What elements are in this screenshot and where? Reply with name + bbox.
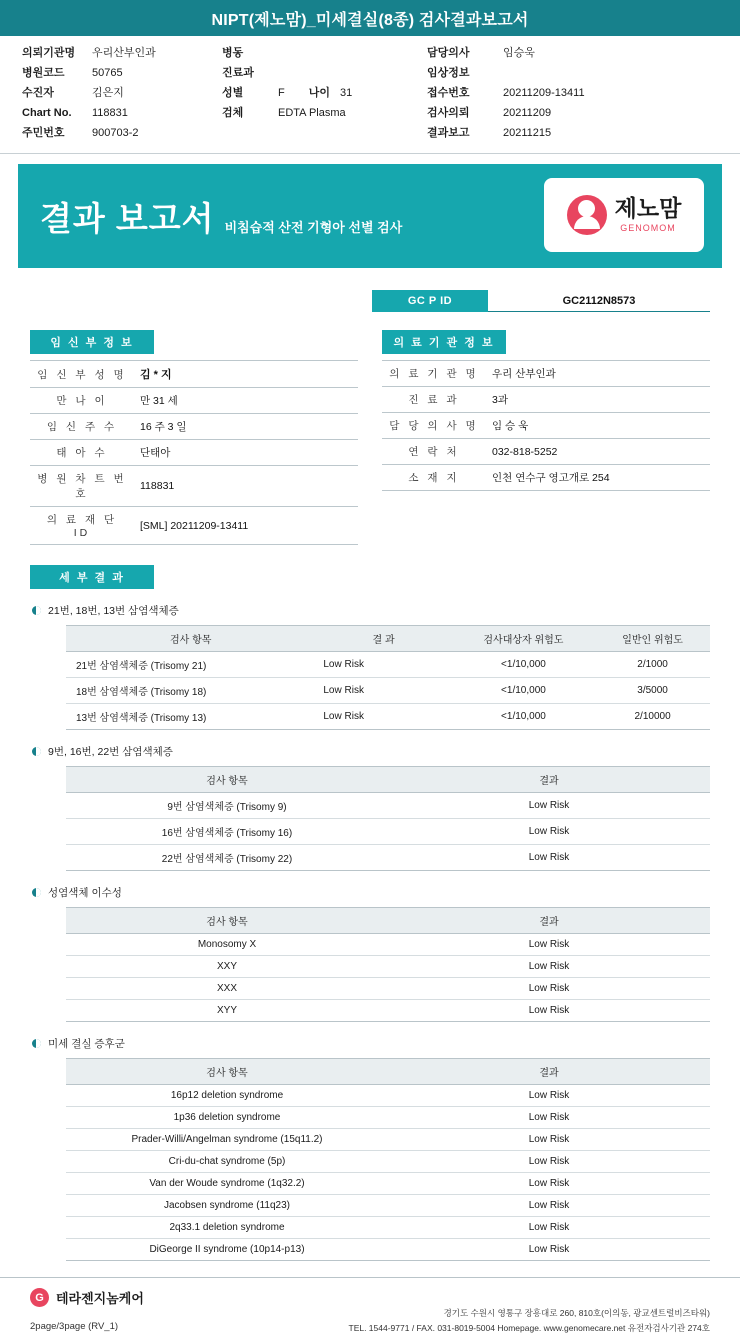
report-title-bar	[0, 0, 740, 36]
table-row	[66, 1107, 710, 1129]
hospital-chart-no-label: 병 원 차 트 번 호	[37, 473, 127, 500]
section-title-sex-chromosome	[32, 885, 710, 900]
institution-address-value: 인천 연수구 영고개로 254	[492, 472, 610, 484]
table-row	[382, 439, 710, 465]
banner-title: 결과 보고서	[40, 199, 215, 237]
table-row	[382, 465, 710, 491]
company-brand	[30, 1288, 144, 1307]
genomom-logo-en: GENOMOM	[620, 223, 676, 233]
field-hospital-code-value: 50765	[92, 67, 123, 79]
cell-patient-risk: <1/10,000	[452, 652, 595, 678]
field-specimen-value: EDTA Plasma	[278, 107, 346, 119]
fetus-count-label: 태 아 수	[56, 447, 108, 459]
field-patient-name-value: 김은지	[92, 87, 124, 99]
cell-test-item: 21번 삼염색체증 (Trisomy 21)	[66, 652, 319, 678]
table-row	[382, 387, 710, 413]
company-contact: TEL. 1544-9771 / FAX. 031-8019-5004 Homepage. www.genomecare.net 유전자검사기관 274호	[348, 1323, 710, 1334]
cell-result: Low Risk	[388, 819, 710, 845]
maternal-info-section	[30, 330, 358, 545]
gestational-age-label: 임 신 주 수	[46, 421, 118, 433]
cell-test-item: Jacobsen syndrome (11q23)	[66, 1195, 388, 1217]
results-table-microdeletion	[66, 1058, 710, 1261]
field-doctor-value: 임승욱	[503, 47, 535, 59]
gc-id-label: GC P ID	[372, 290, 488, 312]
report-banner	[18, 164, 722, 268]
maternal-info-table	[30, 360, 358, 545]
table-row	[66, 1239, 710, 1261]
field-order-date-label: 검사의뢰	[427, 107, 470, 119]
section-title-text: 미세 결실 증후군	[48, 1038, 125, 1050]
field-patient-name	[22, 86, 222, 101]
field-chart-no-label: Chart No.	[22, 107, 72, 119]
cell-result: Low Risk	[388, 1151, 710, 1173]
field-patient-name-label: 수진자	[22, 87, 54, 99]
table-row	[66, 678, 710, 704]
table-row	[382, 413, 710, 439]
table-row	[66, 704, 710, 730]
field-accession-no-value: 20211209-13411	[503, 87, 585, 99]
cell-result: Low Risk	[388, 1217, 710, 1239]
col-result: 결 과	[319, 626, 451, 652]
cell-test-item: Monosomy X	[66, 934, 388, 956]
table-row	[66, 1000, 710, 1022]
field-order-date-value: 20211209	[503, 107, 552, 119]
institution-info-table	[382, 360, 710, 491]
cell-result: Low Risk	[388, 1129, 710, 1151]
results-table-trisomy-other	[66, 766, 710, 871]
fetus-count-value: 단태아	[140, 447, 171, 459]
col-test-item: 검사 항목	[66, 626, 319, 652]
maternal-name-value: 김 * 지	[140, 369, 172, 381]
foundation-id-label: 의 료 재 단 ID	[46, 514, 118, 539]
bullet-icon	[32, 888, 41, 897]
institution-info-section	[382, 330, 710, 545]
section-title-text: 성염색체 이수성	[48, 887, 122, 899]
field-sex-value: F	[278, 87, 285, 99]
field-department-label: 진료과	[222, 67, 254, 79]
field-specimen	[222, 106, 427, 121]
cell-test-item: 18번 삼염색체증 (Trisomy 18)	[66, 678, 319, 704]
cell-result: Low Risk	[388, 1195, 710, 1217]
foundation-id-value: [SML] 20211209-13411	[140, 519, 249, 532]
table-row	[66, 652, 710, 678]
table-row	[382, 361, 710, 387]
cell-result: Low Risk	[388, 793, 710, 819]
table-row	[30, 361, 358, 388]
institution-dept-value: 3과	[492, 394, 508, 406]
patient-header-block	[0, 36, 740, 154]
cell-result: Low Risk	[388, 956, 710, 978]
page-title: NIPT(제노맘)_미세결실(8종) 검사결과보고서	[211, 11, 529, 29]
field-sex-age	[222, 86, 427, 101]
field-report-date-label: 결과보고	[427, 127, 470, 139]
cell-result: Low Risk	[319, 678, 451, 704]
maternal-age-value: 만 31 세	[140, 395, 178, 407]
cell-test-item: 1p36 deletion syndrome	[66, 1107, 388, 1129]
maternal-info-heading: 임 신 부 정 보	[30, 330, 154, 354]
table-row	[66, 819, 710, 845]
institution-name-label: 의 료 기 관 명	[389, 368, 479, 380]
cell-test-item: 9번 삼염색체증 (Trisomy 9)	[66, 793, 388, 819]
gc-id-value: GC2112N8573	[488, 290, 710, 312]
field-accession-no-label: 접수번호	[427, 87, 470, 99]
institution-phone-value: 032-818-5252	[492, 445, 558, 458]
cell-patient-risk: <1/10,000	[452, 678, 595, 704]
table-row	[30, 388, 358, 414]
field-resident-no-value: 900703-2	[92, 127, 139, 139]
section-title-microdeletion	[32, 1036, 710, 1051]
table-header-row	[66, 1059, 710, 1085]
bullet-icon	[32, 606, 41, 615]
field-resident-no	[22, 126, 222, 141]
bullet-icon	[32, 1039, 41, 1048]
cell-test-item: XXY	[66, 956, 388, 978]
banner-subtitle: 비침습적 산전 기형아 선별 검사	[224, 219, 403, 235]
theragen-logo-icon: G	[30, 1288, 49, 1307]
table-row	[66, 845, 710, 871]
cell-test-item: 16p12 deletion syndrome	[66, 1085, 388, 1107]
cell-test-item: 16번 삼염색체증 (Trisomy 16)	[66, 819, 388, 845]
cell-population-risk: 2/10000	[595, 704, 710, 730]
company-address: 경기도 수원시 영통구 장흥대로 260, 810호(이의동, 광교센트럴비즈타워)	[443, 1308, 710, 1318]
table-header-row	[66, 767, 710, 793]
genomom-logo-icon	[567, 195, 607, 235]
cell-result: Low Risk	[388, 1107, 710, 1129]
field-hospital-code	[22, 66, 222, 81]
section-title-trisomy-main	[32, 603, 710, 618]
cell-result: Low Risk	[388, 1000, 710, 1022]
table-row	[30, 414, 358, 440]
table-header-row	[66, 908, 710, 934]
field-age-value: 31	[340, 87, 353, 99]
field-institution-value: 우리산부인과	[92, 47, 156, 59]
gestational-age-value: 16 주 3 일	[140, 421, 187, 433]
maternal-name-label: 임 신 부 성 명	[37, 368, 127, 381]
table-row	[66, 1195, 710, 1217]
cell-result: Low Risk	[388, 1173, 710, 1195]
patient-header-col-2	[222, 46, 427, 141]
field-resident-no-label: 주민번호	[22, 127, 65, 139]
table-row	[66, 1217, 710, 1239]
field-report-date	[427, 126, 687, 141]
maternal-age-label: 만 나 이	[56, 395, 108, 407]
table-row	[66, 956, 710, 978]
field-institution-label: 의뢰기관명	[22, 47, 76, 59]
institution-dept-label: 진 료 과	[408, 394, 460, 406]
table-row	[66, 793, 710, 819]
table-row	[66, 978, 710, 1000]
field-hospital-code-label: 병원코드	[22, 67, 65, 79]
institution-doctor-value: 임 승 욱	[492, 420, 529, 432]
field-ward	[222, 46, 427, 61]
cell-test-item: Cri-du-chat syndrome (5p)	[66, 1151, 388, 1173]
institution-name-value: 우리 산부인과	[492, 368, 556, 380]
col-test-item: 검사 항목	[66, 767, 388, 793]
cell-result: Low Risk	[319, 652, 451, 678]
cell-test-item: Van der Woude syndrome (1q32.2)	[66, 1173, 388, 1195]
table-row	[66, 1129, 710, 1151]
col-test-item: 검사 항목	[66, 1059, 388, 1085]
gc-id-row	[30, 290, 710, 312]
patient-header-col-3	[427, 46, 687, 141]
field-ward-label: 병동	[222, 47, 244, 59]
results-table-trisomy-main	[66, 625, 710, 730]
cell-result: Low Risk	[388, 934, 710, 956]
genomom-logo	[544, 178, 704, 252]
cell-test-item: 2q33.1 deletion syndrome	[66, 1217, 388, 1239]
col-patient-risk: 검사대상자 위험도	[452, 626, 595, 652]
cell-test-item: XYY	[66, 1000, 388, 1022]
institution-phone-label: 연 락 처	[408, 446, 460, 458]
institution-address-label: 소 재 지	[408, 472, 460, 484]
cell-test-item: 13번 삼염색체증 (Trisomy 13)	[66, 704, 319, 730]
field-report-date-value: 20211215	[503, 127, 552, 139]
page-number: 2page/3page (RV_1)	[30, 1321, 119, 1332]
field-chart-no-value: 118831	[92, 107, 128, 119]
cell-patient-risk: <1/10,000	[452, 704, 595, 730]
cell-result: Low Risk	[388, 978, 710, 1000]
col-test-item: 검사 항목	[66, 908, 388, 934]
cell-test-item: DiGeorge II syndrome (10p14-p13)	[66, 1239, 388, 1261]
field-institution	[22, 46, 222, 61]
col-population-risk: 일반인 위험도	[595, 626, 710, 652]
field-department	[222, 66, 427, 81]
detail-results-heading: 세 부 결 과	[30, 565, 154, 589]
section-title-text: 21번, 18번, 13번 삼염색체증	[48, 605, 179, 617]
genomom-logo-kr: 제노맘	[614, 195, 682, 221]
cell-test-item: 22번 삼염색체증 (Trisomy 22)	[66, 845, 388, 871]
institution-info-heading: 의 료 기 관 정 보	[382, 330, 506, 354]
cell-population-risk: 3/5000	[595, 678, 710, 704]
section-title-text: 9번, 16번, 22번 삼염색체증	[48, 746, 173, 758]
field-sex-label: 성별	[222, 87, 244, 99]
col-result: 결과	[388, 767, 710, 793]
col-result: 결과	[388, 908, 710, 934]
field-doctor-label: 담당의사	[427, 47, 470, 59]
cell-result: Low Risk	[388, 845, 710, 871]
field-clinical-info-label: 임상정보	[427, 67, 470, 79]
cell-test-item: Prader-Willi/Angelman syndrome (15q11.2)	[66, 1129, 388, 1151]
table-row	[66, 1085, 710, 1107]
cell-test-item: XXX	[66, 978, 388, 1000]
cell-population-risk: 2/1000	[595, 652, 710, 678]
table-row	[30, 466, 358, 507]
field-age-label: 나이	[308, 87, 330, 99]
cell-result: Low Risk	[388, 1239, 710, 1261]
field-order-date	[427, 106, 687, 121]
institution-doctor-label: 담 당 의 사 명	[389, 420, 479, 432]
cell-result: Low Risk	[319, 704, 451, 730]
patient-header-col-1	[22, 46, 222, 141]
field-accession-no	[427, 86, 687, 101]
field-clinical-info	[427, 66, 687, 81]
hospital-chart-no-value: 118831	[140, 480, 175, 492]
table-row	[66, 1151, 710, 1173]
cell-result: Low Risk	[388, 1085, 710, 1107]
results-table-sex-chromosome	[66, 907, 710, 1022]
col-result: 결과	[388, 1059, 710, 1085]
field-doctor	[427, 46, 687, 61]
report-footer	[0, 1277, 740, 1337]
table-row	[30, 507, 358, 545]
company-name: 테라젠지놈케어	[56, 1291, 144, 1306]
section-title-trisomy-other	[32, 744, 710, 759]
table-row	[66, 934, 710, 956]
field-specimen-label: 검체	[222, 107, 244, 119]
table-header-row	[66, 626, 710, 652]
info-sections	[30, 330, 710, 545]
table-row	[30, 440, 358, 466]
field-chart-no	[22, 106, 222, 121]
table-row	[66, 1173, 710, 1195]
bullet-icon	[32, 747, 41, 756]
